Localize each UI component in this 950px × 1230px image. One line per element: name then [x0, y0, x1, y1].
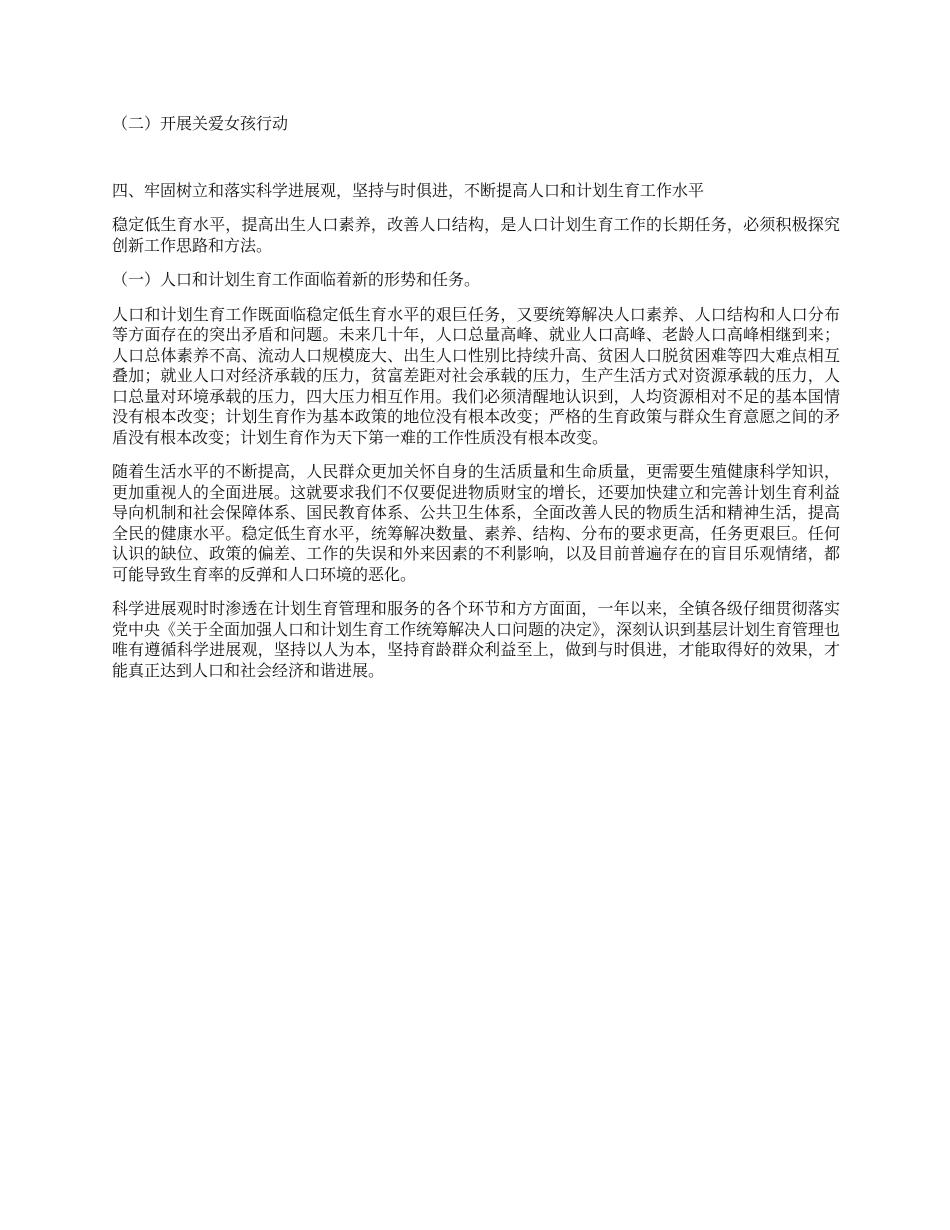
section-four-heading: 四、牢固树立和落实科学进展观，坚持与时俱进，不断提高人口和计划生育工作水平: [112, 180, 705, 200]
document-body: [112, 114, 840, 681]
spacer: [112, 291, 840, 305]
spacer: [112, 448, 840, 462]
paragraph-living-standards: 随着生活水平的不断提高，人民群众更加关怀自身的生活质量和生命质量，更需要生殖健康科学知识，更加重视人的全面进展。这就要求我们不仅要促进物质财宝的增长，还要加快建立和完善计划生育利益导向机制和社会保障体系、国民教育体系、公共卫生体系，全面改善人民的物质生活和精神生活，提高全民的健康水平。稳定低生育水平，统筹解决数量、素养、结构、分布的要求更高，任务更艰巨。任何认识的缺位、政策的偏差、工作的失误和外来因素的不利影响，以及目前普遍存在的盲目乐观情绪，都可能导致生育率的反弹和人口环境的恶化。: [112, 462, 840, 584]
spacer: [112, 135, 840, 181]
spacer: [112, 585, 840, 599]
subheading-care-for-girls: （二）开展关爱女孩行动: [112, 114, 289, 133]
subheading-new-situation: （一）人口和计划生育工作面临着新的形势和任务。: [112, 270, 481, 289]
spacer: [112, 256, 840, 270]
intro-paragraph: 稳定低生育水平，提高出生人口素养，改善人口结构，是人口计划生育工作的长期任务，必须积极探究创新工作思路和方法。: [112, 215, 840, 255]
paragraph-scientific-development: 科学进展观时时渗透在计划生育管理和服务的各个环节和方方面面，一年以来，全镇各级仔细贯彻落实党中央《关于全面加强人口和计划生育工作统筹解决人口问题的决定》，深刻认识到基层计划生育管理也唯有遵循科学进展观，坚持以人为本，坚持育龄群众利益至上，做到与时俱进，才能取得好的效果，才能真正达到人口和社会经济和谐进展。: [112, 599, 841, 680]
spacer: [112, 201, 840, 215]
paragraph-challenges: 人口和计划生育工作既面临稳定低生育水平的艰巨任务，又要统筹解决人口素养、人口结构和人口分布等方面存在的突出矛盾和问题。未来几十年，人口总量高峰、就业人口高峰、老龄人口高峰相继到来；人口总体素养不高、流动人口规模庞大、出生人口性别比持续升高、贫困人口脱贫困难等四大难点相互叠加；就业人口对经济承载的压力，贫富差距对社会承载的压力，生产生活方式对资源承载的压力，人口总量对环境承载的压力，四大压力相互作用。我们必须清醒地认识到，人均资源相对不足的基本国情没有根本改变；计划生育作为基本政策的地位没有根本改变；严格的生育政策与群众生育意愿之间的矛盾没有根本改变；计划生育作为天下第一难的工作性质没有根本改变。: [112, 304, 840, 447]
